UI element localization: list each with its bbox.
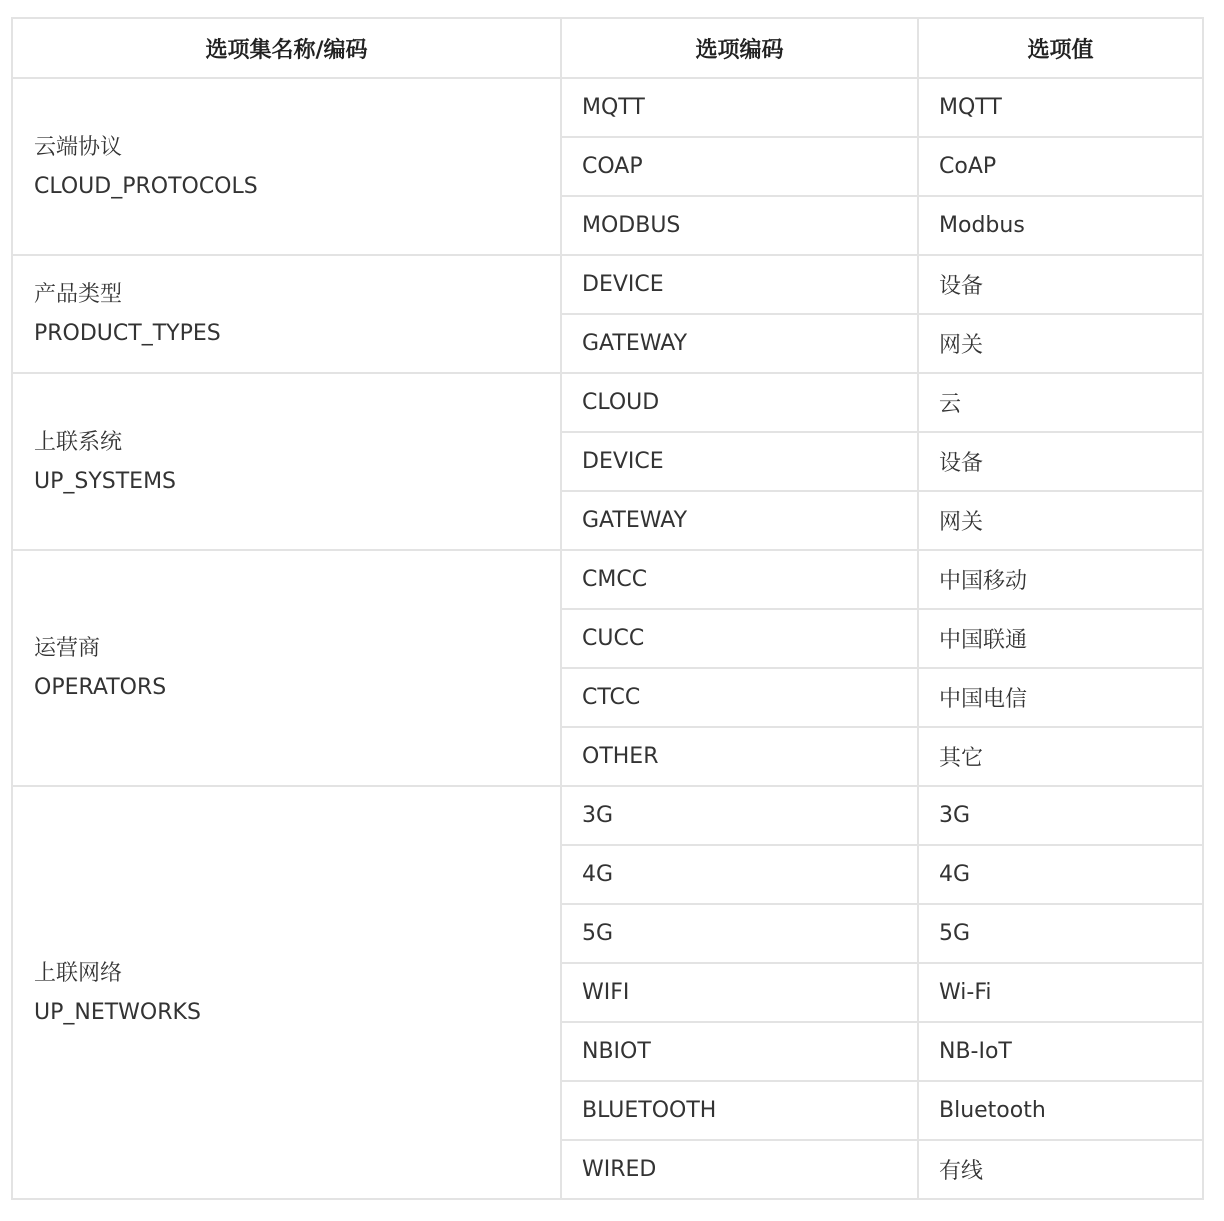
table-header-row	[12, 18, 1203, 78]
option-value-cell: MQTT	[918, 78, 1203, 137]
option-value-cell: CoAP	[918, 137, 1203, 196]
table-row	[12, 550, 1203, 609]
table-body	[12, 78, 1203, 1199]
option-value-cell: 其它	[918, 727, 1203, 786]
option-set-code: UP_SYSTEMS	[34, 468, 177, 494]
option-value-cell: 设备	[918, 255, 1203, 314]
option-set-code: PRODUCT_TYPES	[34, 321, 221, 346]
option-code-cell: BLUETOOTH	[561, 1081, 918, 1140]
option-code-cell: DEVICE	[561, 432, 918, 491]
option-value-cell: Wi-Fi	[918, 963, 1203, 1022]
option-code-cell: CMCC	[561, 550, 918, 609]
option-code-cell: MODBUS	[561, 196, 918, 255]
option-value-cell: 中国联通	[918, 609, 1203, 668]
option-code-cell: WIFI	[561, 963, 918, 1022]
option-value-cell: Modbus	[918, 196, 1203, 255]
option-set-name: 云端协议	[34, 134, 123, 160]
option-set-name: 上联系统	[34, 429, 123, 455]
option-set-name: 上联网络	[34, 960, 123, 986]
option-code-cell: CUCC	[561, 609, 918, 668]
option-set-code: OPERATORS	[34, 675, 167, 700]
header-option-code: 选项编码	[561, 18, 918, 78]
option-code-cell: COAP	[561, 137, 918, 196]
option-code-cell: CTCC	[561, 668, 918, 727]
option-set-code: UP_NETWORKS	[34, 999, 201, 1025]
table-row	[12, 78, 1203, 137]
option-code-cell: NBIOT	[561, 1022, 918, 1081]
table-row	[12, 373, 1203, 432]
option-code-cell: CLOUD	[561, 373, 918, 432]
option-set-code: CLOUD_PROTOCOLS	[34, 173, 258, 199]
option-code-cell: WIRED	[561, 1140, 918, 1199]
header-option-value: 选项值	[918, 18, 1203, 78]
option-set-cell	[12, 786, 561, 1199]
option-code-cell: GATEWAY	[561, 491, 918, 550]
header-option-set: 选项集名称/编码	[12, 18, 561, 78]
option-code-cell: 5G	[561, 904, 918, 963]
option-set-cell	[12, 78, 561, 255]
option-set-cell	[12, 255, 561, 373]
table-row	[12, 255, 1203, 314]
option-value-cell: 设备	[918, 432, 1203, 491]
option-code-cell: OTHER	[561, 727, 918, 786]
option-code-cell: 3G	[561, 786, 918, 845]
option-set-table	[11, 17, 1204, 1200]
option-value-cell: 网关	[918, 314, 1203, 373]
option-set-name: 产品类型	[34, 282, 123, 307]
option-value-cell: 有线	[918, 1140, 1203, 1199]
option-code-cell: 4G	[561, 845, 918, 904]
option-set-name: 运营商	[34, 636, 101, 661]
table-row	[12, 786, 1203, 845]
option-value-cell: 5G	[918, 904, 1203, 963]
option-value-cell: 3G	[918, 786, 1203, 845]
option-value-cell: 中国移动	[918, 550, 1203, 609]
option-set-cell	[12, 550, 561, 786]
option-value-cell: 中国电信	[918, 668, 1203, 727]
option-value-cell: 网关	[918, 491, 1203, 550]
option-code-cell: DEVICE	[561, 255, 918, 314]
option-value-cell: 云	[918, 373, 1203, 432]
option-value-cell: NB-IoT	[918, 1022, 1203, 1081]
option-code-cell: MQTT	[561, 78, 918, 137]
option-value-cell: 4G	[918, 845, 1203, 904]
option-value-cell: Bluetooth	[918, 1081, 1203, 1140]
option-code-cell: GATEWAY	[561, 314, 918, 373]
option-set-cell	[12, 373, 561, 550]
